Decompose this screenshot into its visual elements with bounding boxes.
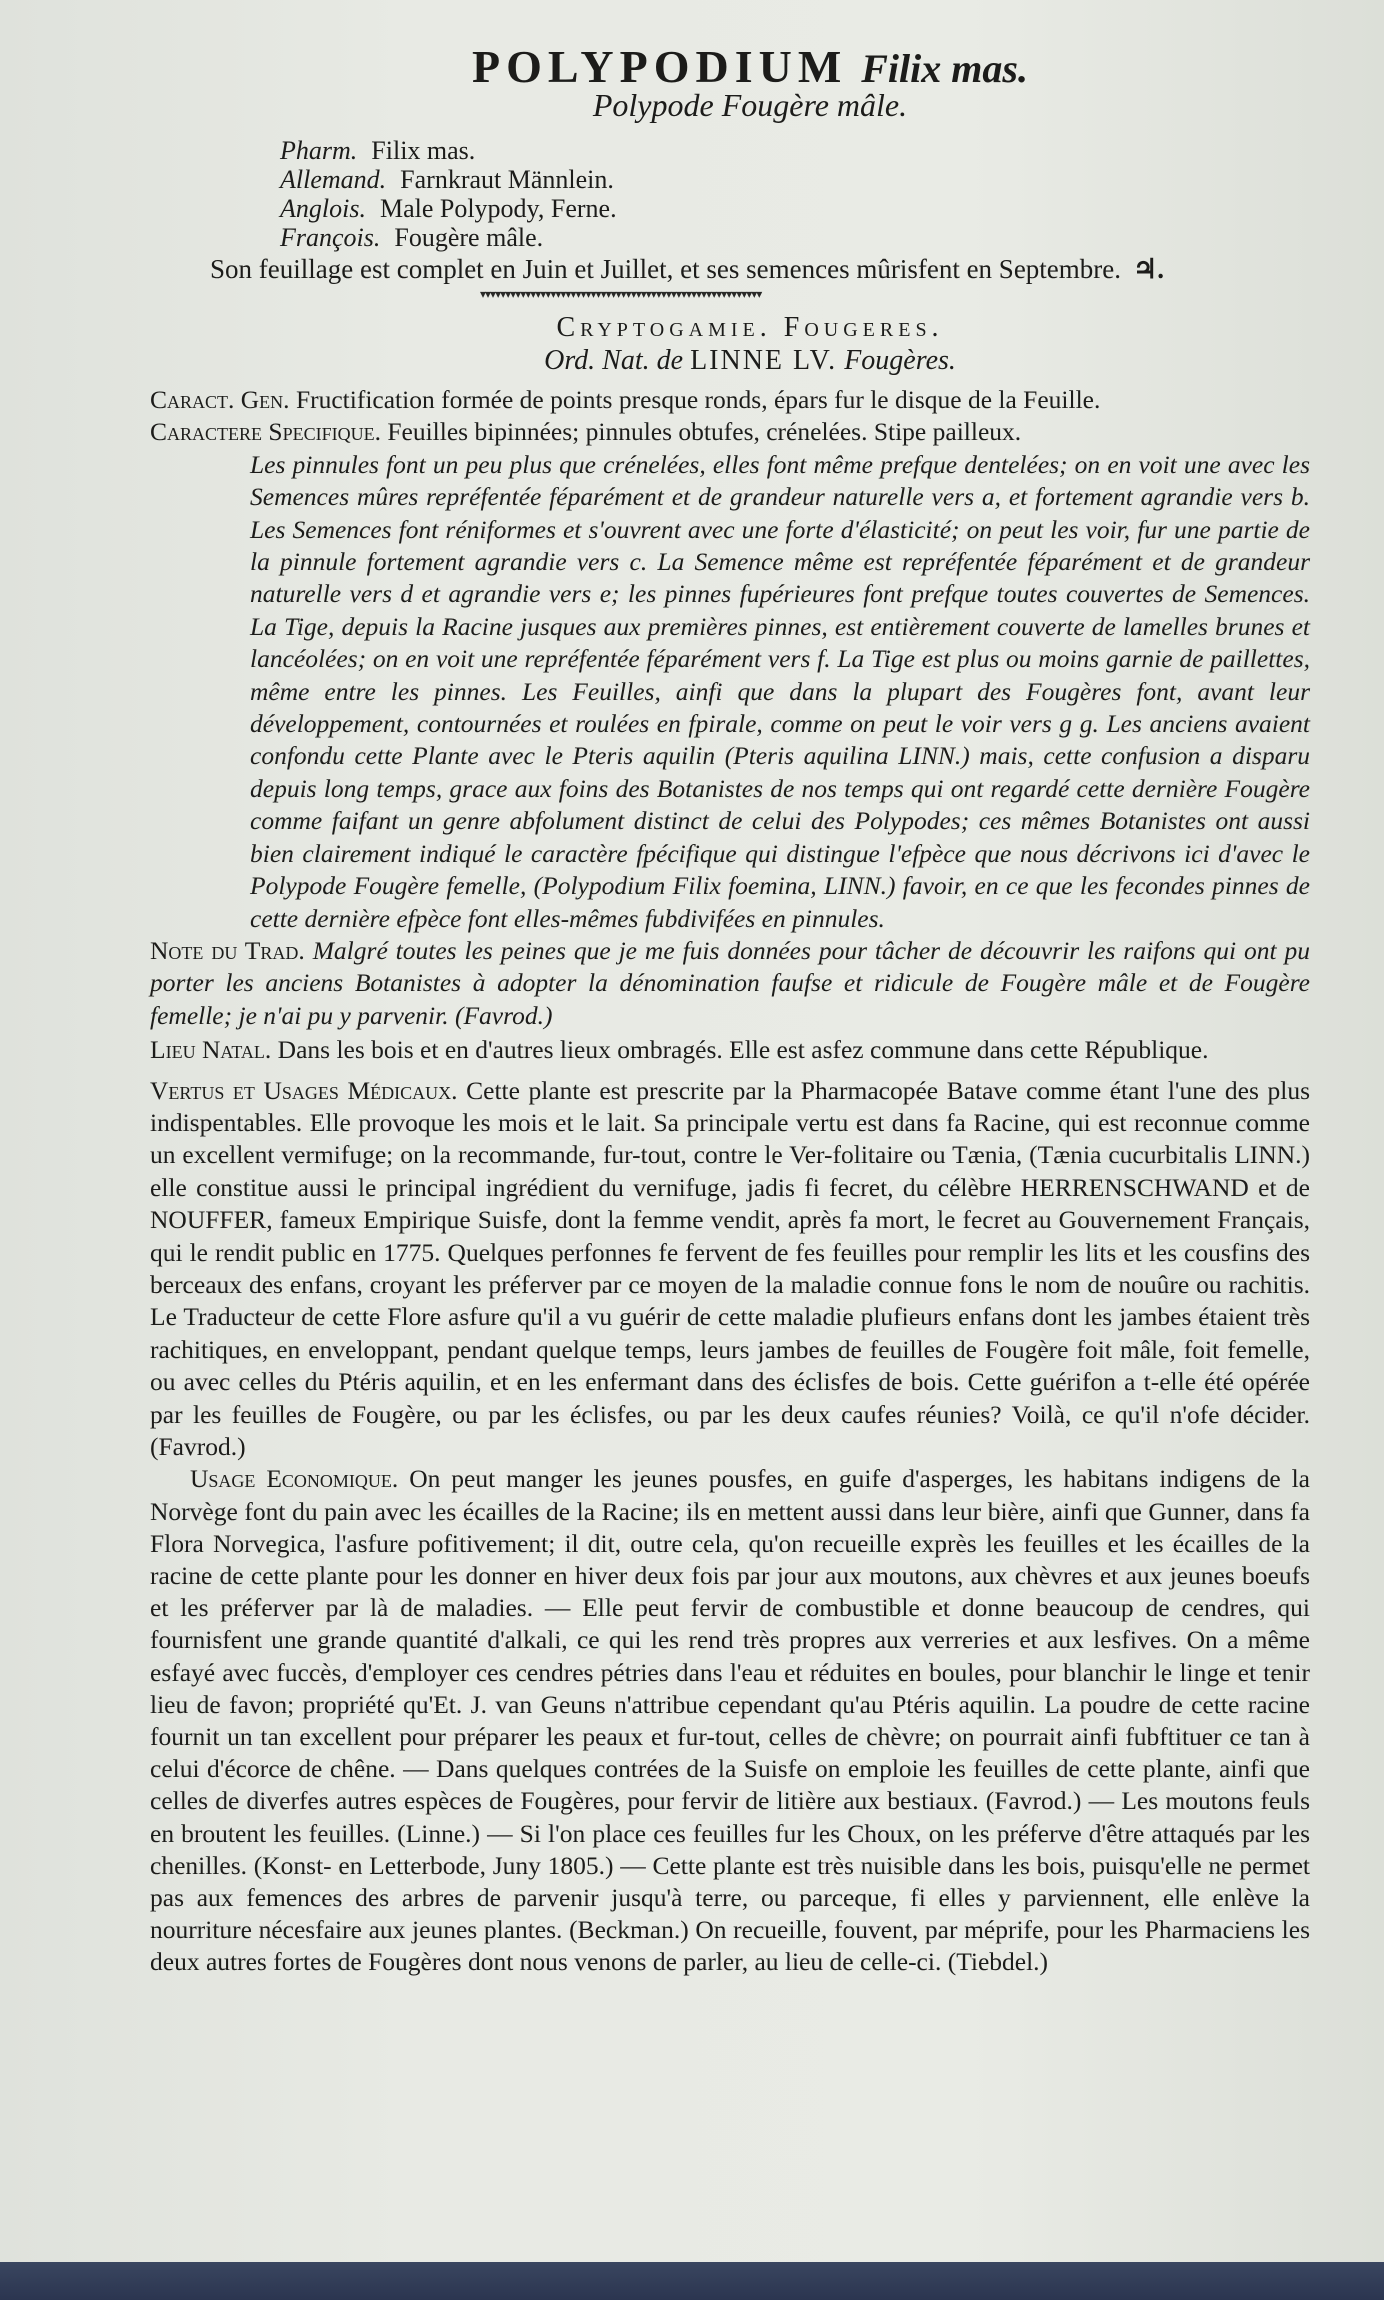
habitat-paragraph [150,1034,1310,1066]
generic-character-label: Caract. Gen. [150,385,290,414]
description-paragraph: Les pinnules font un peu plus que crénelées, elles font même prefque dentelées; on en voit une avec les Semences mûres repréfentée féparément et de grandeur naturelle vers a, et fortement agrandie vers b. Les Semences font réniformes et s'ouvrent avec une forte d'élasticité; on peut les voir, fur une partie de la pinnule fortement agrandie vers c. La Semence même est repréfentée féparément et de grandeur naturelle vers d et agrandie vers e; les pinnes fupérieures font prefque toutes couvertes de Semences. La Tige, depuis la Racine jusques aux premières pinnes, est entièrement couverte de lamelles brunes et lancéolées; on en voit une repréfentée féparément vers f. La Tige est plus ou moins garnie de paillettes, même entre les pinnes. Les Feuilles, ainfi que dans la plupart des Fougères font, avant leur développement, contournées et roulées en fpirale, comme on peut le voir vers g g. Les anciens avaient confondu cette Plante avec le Pteris aquilin (Pteris aquilina LINN.) mais, cette confusion a disparu depuis long temps, grace aux foins des Botanistes de nos temps qui ont regardé cette dernière Fougère comme faifant un genre abfolument distinct de celui des Polypodes; ces mêmes Botanistes ont aussi bien clairement indiqué le caractère fpécifique qui distingue l'efpèce que nous décrivons ici d'avec le Polypode Fougère femelle, (Polypodium Filix foemina, LINN.) favoir, en ce que les fecondes pinnes de cette dernière efpèce font elles-mêmes fubdivifées en pinnules. [250,449,1310,933]
economic-uses-label: Usage Economique. [190,1464,399,1494]
title-genus: POLYPODIUM [472,41,848,92]
translator-note-label: Note du Trad. [150,935,305,965]
classification-line: Cryptogamie. Fougeres. [556,312,944,343]
habitat-label: Lieu Natal. [150,1035,272,1065]
economic-uses-text: On peut manger les jeunes pousfes, en guife d'asperges, les habitans indigens de la Norvège font du pain avec les écailles de la Racine; ils en mettent aussi dans leur bière, ainfi que Gunner, dans fa Flora Norvegica, l'asfure pofitivement; il dit, outre cela, qu'on recueille exprès les feuilles et les écailles de la racine de cette plante pour les donner en hiver deux fois par jour aux moutons, aux chèvres et aux jeunes boeufs et les préferver par là de maladies. — Elle peut fervir de combustible et donne beaucoup de cendres, qui fournisfent une grande quantité d'alkali, ce qui les rend très propres aux verreries et aux lesfives. On a même esfayé avec fuccès, d'employer ces cendres pétries dans l'eau et réduites en boules, pour blanchir le linge et tenir lieu de favon; propriété qu'Et. J. van Geuns n'attribue cependant qu'au Ptéris aquilin. La poudre de cette racine fournit un tan excellent pour préparer les peaux et fur-tout, celles de chèvre; on pourrait ainfi fubftituer ce tan à celui d'écorce de chêne. — Dans quelques contrées de la Suisfe on emploie les feuilles de cette plante, ainfi que celles de diverfes autres espèces de Fougères, pour fervir de litière aux bestiaux. (Favrod.) — Les moutons feuls en broutent les feuilles. (Linne.) — Si l'on place ces feuilles fur les Choux, on les préferve d'être attaqués par les chenilles. (Konst- en Letterbode, Juny 1805.) — Cette plante est très nuisible dans les bois, puisqu'elle ne permet pas aux femences des arbres de parvenir jusqu'à terre, ou parceque, fi elles y parviennent, elle enlève la nourriture nécesfaire aux jeunes plantes. (Beckman.) On recueille, fouvent, par méprife, pour les Pharmaciens les deux autres fortes de Fougères dont nous venons de parler, au lieu de celle-ci. (Tiebdel.) [150,1464,1310,1977]
order-suffix: Fougères. [844,345,956,376]
translator-note [150,935,1310,1032]
specific-character [150,416,1310,448]
medical-uses-label: Vertus et Usages Médicaux. [150,1075,458,1105]
name-language: Anglois. [280,194,366,223]
season-line [210,252,1310,286]
translator-note-text: Malgré toutes les peines que je me fuis données pour tâcher de découvrir les raifons qui ont pu porter les anciens Botanistes à adopter la dénomination faufse et ridicule de Fougère mâle et de Fougère femelle; je n'ai pu y parvenir. (Favrod.) [150,935,1311,1030]
order-line [190,344,1310,378]
generic-character-text: Fructification formée de points presque ronds, épars fur le disque de la Feuille. [295,385,1101,414]
medical-uses-paragraph [150,1075,1310,1464]
name-value: Filix mas. [371,136,476,165]
name-value: Fougère mâle. [394,223,544,252]
name-value: Male Polypody, Ferne. [379,194,617,223]
specific-character-label: Caractere Specifique. [150,417,381,447]
season-text: Son feuillage est complet en Juin et Juillet, et ses semences mûrisfent en Septembre. [210,254,1122,284]
generic-character [150,384,1310,416]
ornament-divider: ▾▾▾▾▾▾▾▾▾▾▾▾▾▾▾▾▾▾▾▾▾▾▾▾▾▾▾▾▾▾▾▾▾▾▾▾▾▾▾▾▾▾▾▾▾▾▾▾▾▾▾▾▾▾▾▾ [480,290,762,298]
name-value: Farnkraut Männlein. [400,165,614,194]
specific-character-text: Feuilles bipinnées; pinnules obtufes, crénelées. Stipe pailleux. [387,417,1022,447]
name-row [280,194,1310,223]
name-language: Pharm. [280,136,358,165]
economic-uses-paragraph [150,1463,1310,1978]
name-language: Allemand. [280,165,387,194]
name-language: François. [280,223,381,252]
name-row [280,136,1310,165]
page-bottom-edge [0,2262,1384,2300]
perennial-symbol: ♃. [1133,254,1164,284]
habitat-text: Dans les bois et en d'autres lieux ombragés. Elle est asfez commune dans cette République. [277,1035,1209,1065]
name-row [280,223,1310,252]
order-prefix: Ord. Nat. de [544,345,684,376]
page-title [190,40,1310,93]
common-names [280,136,1310,252]
medical-uses-text: Cette plante est prescrite par la Pharmacopée Batave comme étant l'une des plus indispentables. Elle provoque les mois et le lait. Sa principale vertu est dans fa Racine, qui est reconnue comme un excellent vermifuge; on la recommande, fur-tout, contre le Ver-folitaire ou Tænia, (Tænia cucurbitalis LINN.) elle constitue aussi le principal ingrédient du vernifuge, jadis fi fecret, du célèbre HERRENSCHWAND et de NOUFFER, fameux Empirique Suisfe, dont la femme vendit, après fa mort, le fecret au Gouvernement Français, qui le rendit public en 1775. Quelques perfonnes fe fervent de fes feuilles pour remplir les lits et les cousfins des berceaux des enfans, croyant les préferver par ce moyen de la maladie connue fons le nom de nouûre ou rachitis. Le Traducteur de cette Flore asfure qu'il a vu guérir de cette maladie plufieurs enfans dont les jambes étaient très rachitiques, en enveloppant, pendant quelque temps, leurs jambes de feuilles de Fougère foit mâle, foit femelle, ou avec celles du Ptéris aquilin, et en les enfermant dans des éclisfes de bois. Cette guérifon a t-elle été opérée par les feuilles de Fougère, ou par les éclisfes, ou par les deux caufes réunies? Voilà, ce qu'il n'ofe décider. (Favrod.) [150,1075,1310,1461]
document-body [150,40,1310,1979]
page-subtitle: Polypode Fougère mâle. [592,87,908,123]
name-row [280,165,1310,194]
title-species: Filix mas. [861,46,1028,91]
order-linne: LINNE LV. [690,345,838,376]
